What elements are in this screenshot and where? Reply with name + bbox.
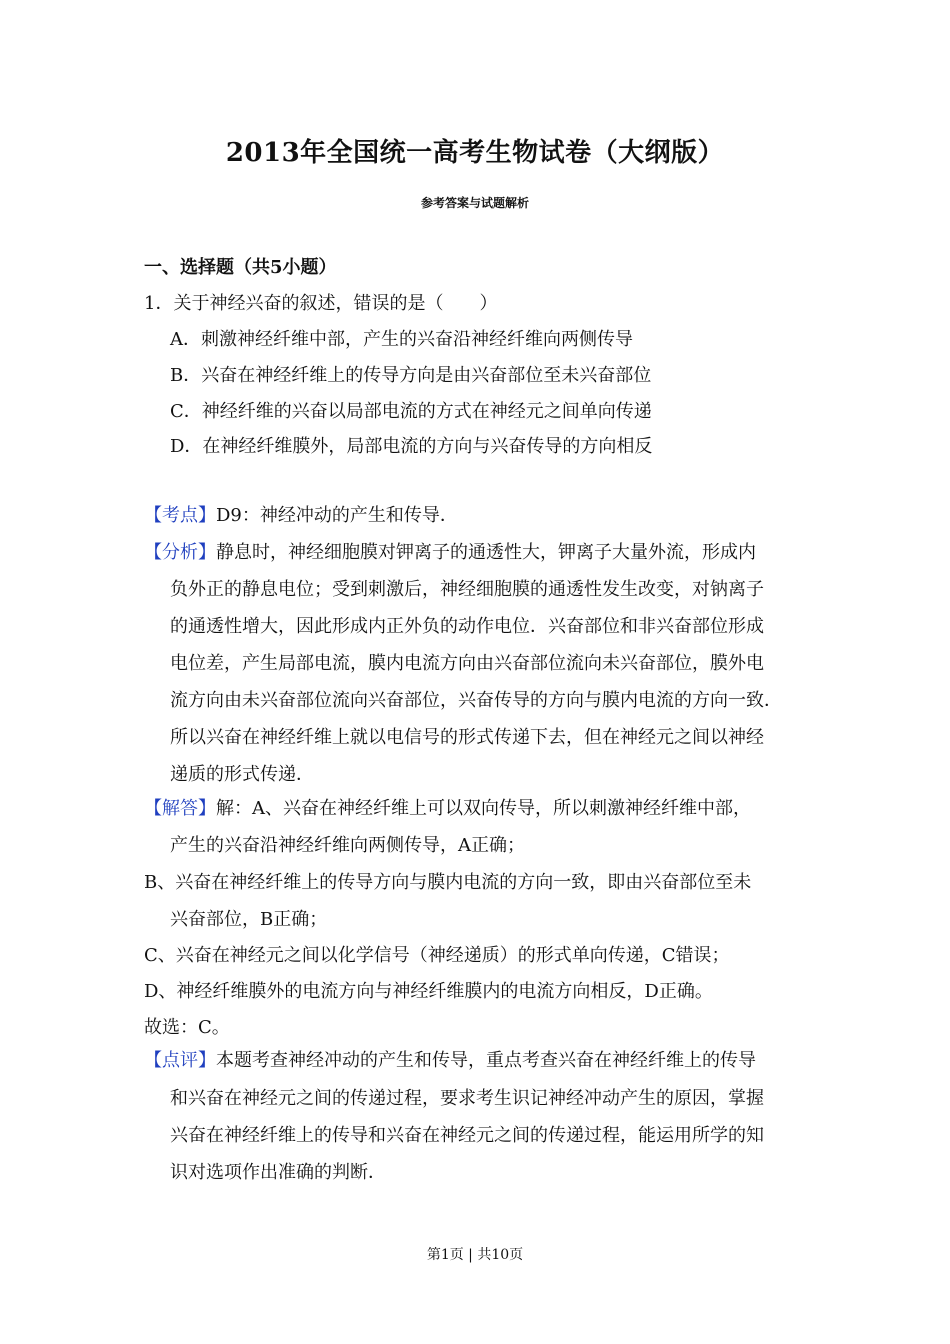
kaodian-text: D9：神经冲动的产生和传导． bbox=[216, 505, 458, 526]
jieda-b-line: B、兴奋在神经纤维上的传导方向与膜内电流的方向一致，即由兴奋部位至未 bbox=[144, 872, 752, 893]
page-footer: 第1页 | 共10页 bbox=[426, 1247, 524, 1263]
fenxi-line: 电位差，产生局部电流，膜内电流方向由兴奋部位流向未兴奋部位，膜外电 bbox=[170, 653, 764, 674]
page-subtitle: 参考答案与试题解析 bbox=[420, 196, 529, 210]
dianping-first-line bbox=[144, 1049, 756, 1073]
kaodian-block bbox=[144, 504, 458, 528]
jieda-d-line: D、神经纤维膜外的电流方向与神经纤维膜内的电流方向相反，D正确。 bbox=[144, 981, 713, 1002]
fenxi-first-line bbox=[144, 541, 756, 565]
fenxi-line: 递质的形式传递． bbox=[170, 764, 314, 785]
jieda-line: 产生的兴奋沿神经纤维向两侧传导，A正确； bbox=[170, 835, 525, 856]
dianping-line: 本题考查神经冲动的产生和传导，重点考查兴奋在神经纤维上的传导 bbox=[216, 1050, 756, 1071]
dianping-line: 和兴奋在神经元之间的传递过程，要求考生识记神经冲动产生的原因，掌握 bbox=[170, 1088, 764, 1109]
question-stem: 1．关于神经兴奋的叙述，错误的是（ ） bbox=[144, 293, 498, 314]
fenxi-line: 的通透性增大，因此形成内正外负的动作电位．兴奋部位和非兴奋部位形成 bbox=[170, 616, 764, 637]
section-heading: 一、选择题（共5小题） bbox=[144, 257, 337, 278]
option-c: C．神经纤维的兴奋以局部电流的方式在神经元之间单向传递 bbox=[170, 401, 652, 422]
option-a: A．刺激神经纤维中部，产生的兴奋沿神经纤维向两侧传导 bbox=[170, 329, 633, 350]
jieda-c-line: C、兴奋在神经元之间以化学信号（神经递质）的形式单向传递，C错误； bbox=[144, 945, 730, 966]
answer-line: 故选：C。 bbox=[144, 1017, 230, 1038]
jieda-line: 解：A、兴奋在神经纤维上可以双向传导，所以刺激神经纤维中部， bbox=[216, 798, 751, 819]
jieda-first-line bbox=[144, 797, 751, 821]
option-b: B．兴奋在神经纤维上的传导方向是由兴奋部位至未兴奋部位 bbox=[170, 365, 652, 386]
fenxi-line: 流方向由未兴奋部位流向兴奋部位，兴奋传导的方向与膜内电流的方向一致． bbox=[170, 690, 782, 711]
dianping-line: 识对选项作出准确的判断． bbox=[170, 1162, 386, 1183]
jieda-b-line: 兴奋部位，B正确； bbox=[170, 909, 328, 930]
dianping-tag: 【点评】 bbox=[144, 1050, 216, 1071]
fenxi-tag: 【分析】 bbox=[144, 542, 216, 563]
jieda-tag: 【解答】 bbox=[144, 798, 216, 819]
dianping-line: 兴奋在神经纤维上的传导和兴奋在神经元之间的传递过程，能运用所学的知 bbox=[170, 1125, 764, 1146]
option-d: D．在神经纤维膜外，局部电流的方向与兴奋传导的方向相反 bbox=[170, 436, 653, 457]
fenxi-line: 所以兴奋在神经纤维上就以电信号的形式传递下去，但在神经元之间以神经 bbox=[170, 727, 764, 748]
fenxi-line: 静息时，神经细胞膜对钾离子的通透性大，钾离子大量外流，形成内 bbox=[216, 542, 756, 563]
kaodian-tag: 【考点】 bbox=[144, 505, 216, 526]
page-title: 2013年全国统一高考生物试卷（大纲版） bbox=[225, 138, 725, 168]
fenxi-line: 负外正的静息电位；受到刺激后，神经细胞膜的通透性发生改变，对钠离子 bbox=[170, 579, 764, 600]
